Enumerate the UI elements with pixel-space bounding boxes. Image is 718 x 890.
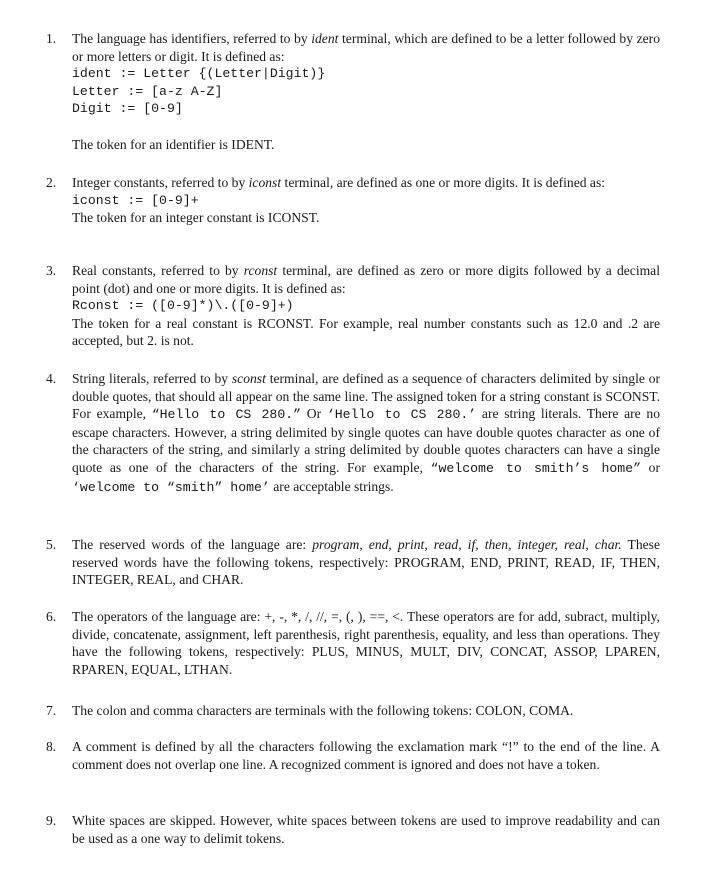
string-example: ‘Hello to CS 280.’: [326, 407, 477, 423]
item-text: White spaces are skipped. However, white spaces between tokens are used to improve readability and can be used as a one way to delimit tokens.: [72, 813, 660, 846]
terminal-name: iconst: [248, 175, 282, 190]
list-item-4: [46, 370, 660, 496]
code-line: Letter := [a-z A-Z]: [72, 83, 223, 99]
item-text: [72, 536, 660, 589]
item-text: A comment is defined by all the characters following the exclamation mark “!” to the end of the line. A comment does not overlap one line. A recognized comment is ignored and does not have a token.: [72, 739, 660, 772]
text-segment: Integer constants, referred to by: [72, 175, 246, 190]
code-line: Rconst := ([0-9]*)\.([0-9]+): [72, 298, 294, 314]
list-item-2: [46, 174, 660, 227]
token-text: The token for an identifier is IDENT.: [72, 136, 275, 152]
item-number: 7.: [46, 703, 57, 718]
token-text: The token for an integer constant is ICONST.: [72, 210, 320, 226]
item-text: [72, 370, 660, 496]
text-segment: terminal, which are defined to be a letter followed by zero or more letters or digit. It is defined as:: [72, 31, 660, 64]
item-text: [72, 30, 660, 65]
code-line: iconst := [0-9]+: [72, 192, 199, 208]
list-item-9: [46, 812, 660, 847]
text-segment: terminal, are defined as a sequence of characters delimited by single or double quotes, that should all appear on the same line. The assigned token for a string constant is SCONST. For example,: [72, 371, 661, 422]
list-item-7: [46, 702, 660, 720]
item-number: 1.: [46, 31, 57, 46]
text-segment: are acceptable strings.: [273, 478, 394, 494]
list-item-8: [46, 738, 660, 773]
text-segment: terminal, are defined as one or more digits. It is defined as:: [284, 175, 606, 190]
string-example: “Hello to CS 280.”: [151, 407, 302, 423]
item-number: 3.: [46, 263, 57, 278]
list-item-6: [46, 608, 660, 678]
terminal-name: sconst: [231, 371, 266, 386]
reserved-words: program, end, print, read, if, then, integer, real, char.: [312, 537, 622, 552]
text-segment: are string literals. There are no escape characters. However, a string delimited by single quotes can have double quotes character as one of the characters of the string, and similarly a string delimited by double quotes characters can have a single quote as one of the characters of the string. For example,: [72, 406, 660, 475]
item-number: 8.: [46, 739, 57, 754]
item-text: The colon and comma characters are terminals with the following tokens: COLON, COMA.: [72, 703, 574, 718]
list-item-3: [46, 262, 660, 350]
code-line: Digit := [0-9]: [72, 101, 183, 117]
string-example: ‘welcome to “smith” home’: [72, 479, 270, 495]
item-text: [72, 262, 660, 297]
text-segment: The language has identifiers, referred to by: [72, 31, 308, 46]
text-segment: These reserved words have the following tokens, respectively: PROGRAM, END, PRINT, READ, IF, THEN, INTEGER, REAL, and CHAR.: [72, 537, 660, 588]
terminal-name: ident: [311, 31, 339, 46]
terminal-name: rconst: [243, 263, 278, 278]
text-segment: terminal, are defined as zero or more digits followed by a decimal point (dot) and one or more digits. It is defined as:: [72, 263, 660, 296]
item-number: 4.: [46, 371, 57, 386]
item-number: 6.: [46, 609, 57, 624]
item-text: The operators of the language are: +, -, *, /, //, =, (, ), ==, <. These operators are for add, subract, multiply, divide, concatenate, assignment, left parenthesis, right parenthesis, equality, and less than operations. They have the following tokens, respectively: PLUS, MINUS, MULT, DIV, CONCAT, ASSOP, LPAREN, RPAREN, EQUAL, LTHAN.: [72, 609, 660, 677]
string-example: “welcome to smith’s home”: [430, 460, 642, 476]
text-segment: Or: [306, 406, 322, 422]
text-segment: The reserved words of the language are:: [72, 537, 307, 552]
item-text: [72, 174, 660, 192]
list-item-5: [46, 536, 660, 589]
item-number: 5.: [46, 537, 57, 552]
token-text: The token for a real constant is RCONST. For example, real number constants such as 12.0 and .2 are accepted, but 2. is not.: [72, 315, 660, 349]
item-number: 2.: [46, 175, 57, 190]
code-line: ident := Letter {(Letter|Digit)}: [72, 66, 326, 82]
list-item-1: [46, 30, 660, 153]
text-segment: String literals, referred to by: [72, 371, 229, 386]
text-segment: or: [648, 459, 660, 475]
item-number: 9.: [46, 813, 57, 828]
text-segment: Real constants, referred to by: [72, 263, 239, 278]
